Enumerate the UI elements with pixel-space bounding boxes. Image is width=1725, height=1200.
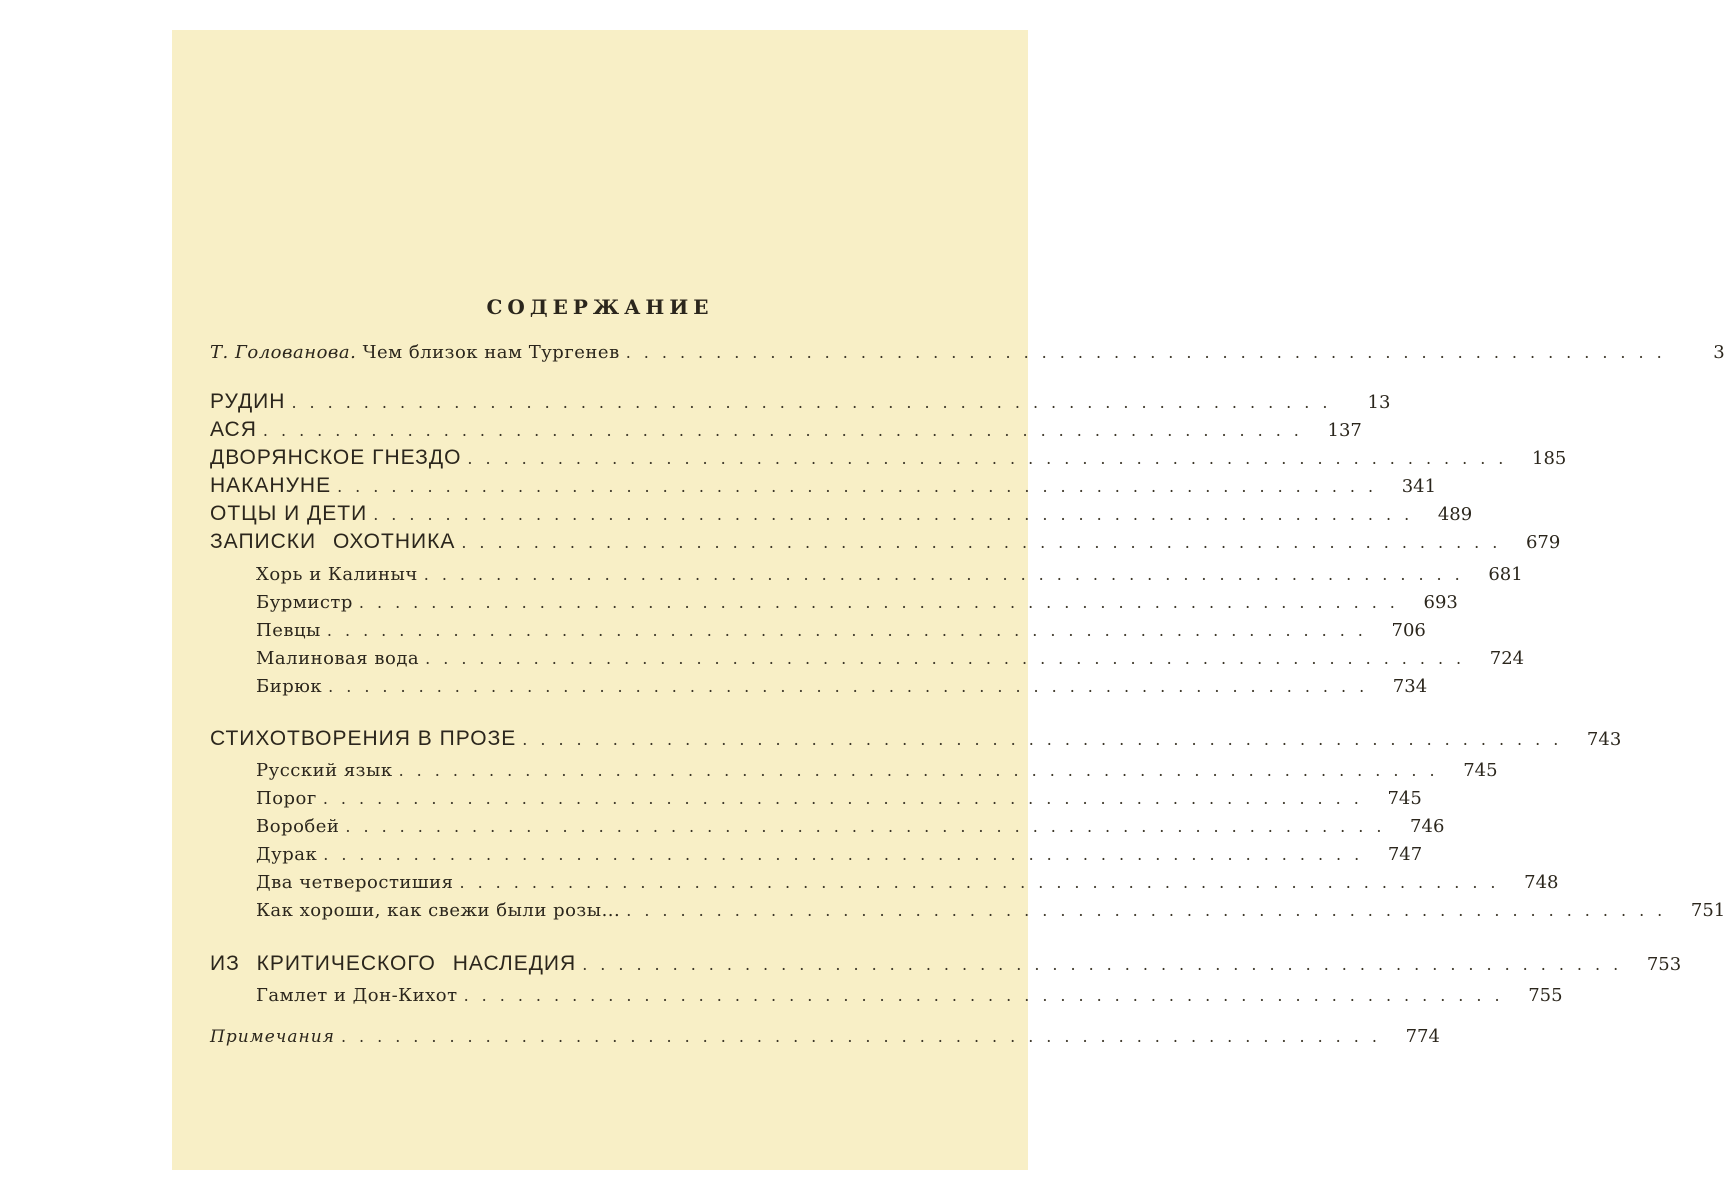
intro-title: Чем близок нам Тургенев — [362, 342, 620, 363]
page-number: 746 — [1410, 816, 1445, 837]
entry-title: Дурак — [256, 844, 318, 865]
intro-author: Т. Голованова. — [210, 342, 357, 363]
entry-title: ЗАПИСКИ ОХОТНИКА — [210, 530, 456, 553]
page-number: 734 — [1392, 676, 1428, 697]
entry-title: Певцы — [256, 620, 321, 641]
leader-dots: .......................................................... — [626, 901, 1676, 920]
toc-title: СОДЕРЖАНИЕ — [486, 295, 714, 319]
entry-title: НАКАНУНЕ — [210, 474, 332, 497]
leader-dots: .......................................................... — [358, 593, 1408, 612]
toc-entry — [210, 727, 1622, 751]
page-number: 681 — [1488, 564, 1523, 585]
leader-dots: .......................................................... — [423, 565, 1473, 584]
book-page — [172, 30, 1725, 1170]
page-number: 753 — [1646, 954, 1682, 975]
page-number: 185 — [1532, 448, 1567, 469]
toc-subentry — [256, 676, 1428, 697]
leader-dots: .......................................................... — [459, 873, 1509, 892]
leader-dots: .......................................................... — [522, 730, 1572, 749]
leader-dots: .......................................................... — [582, 955, 1632, 974]
leader-dots: .......................................................... — [337, 477, 1387, 496]
leader-dots: .......................................................... — [291, 393, 1341, 412]
toc-subentry — [256, 648, 1525, 669]
toc-subentry — [256, 788, 1422, 809]
entry-title: ИЗ КРИТИЧЕСКОГО НАСЛЕДИЯ — [210, 952, 577, 975]
entry-title: Бурмистр — [256, 592, 353, 613]
entry-title: РУДИН — [210, 390, 286, 413]
page-number: 489 — [1437, 504, 1473, 525]
toc-subentry — [256, 592, 1458, 613]
leader-dots: .......................................................... — [463, 986, 1513, 1005]
entry-title: Гамлет и Дон-Кихот — [256, 985, 458, 1006]
toc-subentry — [256, 900, 1725, 921]
toc-subentry — [256, 844, 1423, 865]
entry-title: Русский язык — [256, 760, 393, 781]
leader-dots: .......................................................... — [345, 817, 1395, 836]
entry-title: Два четверостишия — [256, 872, 454, 893]
entry-title: Примечания — [210, 1027, 335, 1047]
toc-entry — [210, 502, 1473, 526]
leader-dots: .......................................................... — [262, 421, 1312, 440]
page-number: 679 — [1525, 532, 1561, 553]
leader-dots: .......................................................... — [461, 533, 1511, 552]
entry-title: Воробей — [256, 816, 340, 837]
page-number: 3 — [1713, 342, 1725, 363]
toc-entry — [210, 418, 1362, 442]
toc-entry — [210, 530, 1561, 554]
toc-notes-entry — [210, 1026, 1440, 1047]
page-number: 724 — [1489, 648, 1525, 669]
toc-subentry — [256, 620, 1426, 641]
page-number: 13 — [1367, 392, 1391, 413]
entry-title: СТИХОТВОРЕНИЯ В ПРОЗЕ — [210, 727, 517, 750]
entry-title: Бирюк — [256, 676, 323, 697]
page-number: 706 — [1391, 620, 1426, 641]
leader-dots: .......................................................... — [323, 845, 1373, 864]
page-number: 341 — [1401, 476, 1437, 497]
entry-title: Малиновая вода — [256, 648, 420, 669]
leader-dots: .......................................................... — [340, 1027, 1390, 1046]
toc-entry — [210, 952, 1682, 976]
toc-subentry — [256, 760, 1498, 781]
toc-subentry — [256, 564, 1523, 585]
toc-entry — [210, 390, 1391, 414]
entry-title: Хорь и Калиныч — [256, 564, 418, 585]
entry-title: ДВОРЯНСКОЕ ГНЕЗДО — [210, 446, 462, 469]
toc-subentry — [256, 872, 1559, 893]
leader-dots: .......................................................... — [398, 761, 1448, 780]
leader-dots: .......................................................... — [467, 449, 1517, 468]
toc-intro-entry — [210, 342, 1725, 363]
entry-title: ОТЦЫ И ДЕТИ — [210, 502, 368, 525]
leader-dots: .......................................................... — [322, 789, 1372, 808]
page-number: 774 — [1405, 1026, 1440, 1047]
page-number: 137 — [1327, 420, 1362, 441]
toc-entry — [210, 474, 1437, 498]
page-number: 748 — [1524, 872, 1559, 893]
leader-dots: .......................................................... — [425, 649, 1475, 668]
toc-subentry — [256, 816, 1445, 837]
toc-entry — [210, 446, 1567, 470]
entry-title: Как хороши, как свежи были розы... — [256, 900, 621, 921]
page-number: 755 — [1528, 985, 1563, 1006]
leader-dots: .......................................................... — [625, 343, 1675, 362]
page-number: 745 — [1463, 760, 1498, 781]
page-number: 751 — [1690, 900, 1725, 921]
page-number: 743 — [1586, 729, 1622, 750]
leader-dots: .......................................................... — [326, 621, 1376, 640]
page-number: 745 — [1387, 788, 1422, 809]
entry-title: Порог — [256, 788, 317, 809]
page-number: 747 — [1387, 844, 1423, 865]
entry-title: АСЯ — [210, 418, 257, 441]
leader-dots: .......................................................... — [373, 505, 1423, 524]
page-number: 693 — [1423, 592, 1458, 613]
leader-dots: .......................................................... — [328, 677, 1378, 696]
toc-subentry — [256, 985, 1563, 1006]
